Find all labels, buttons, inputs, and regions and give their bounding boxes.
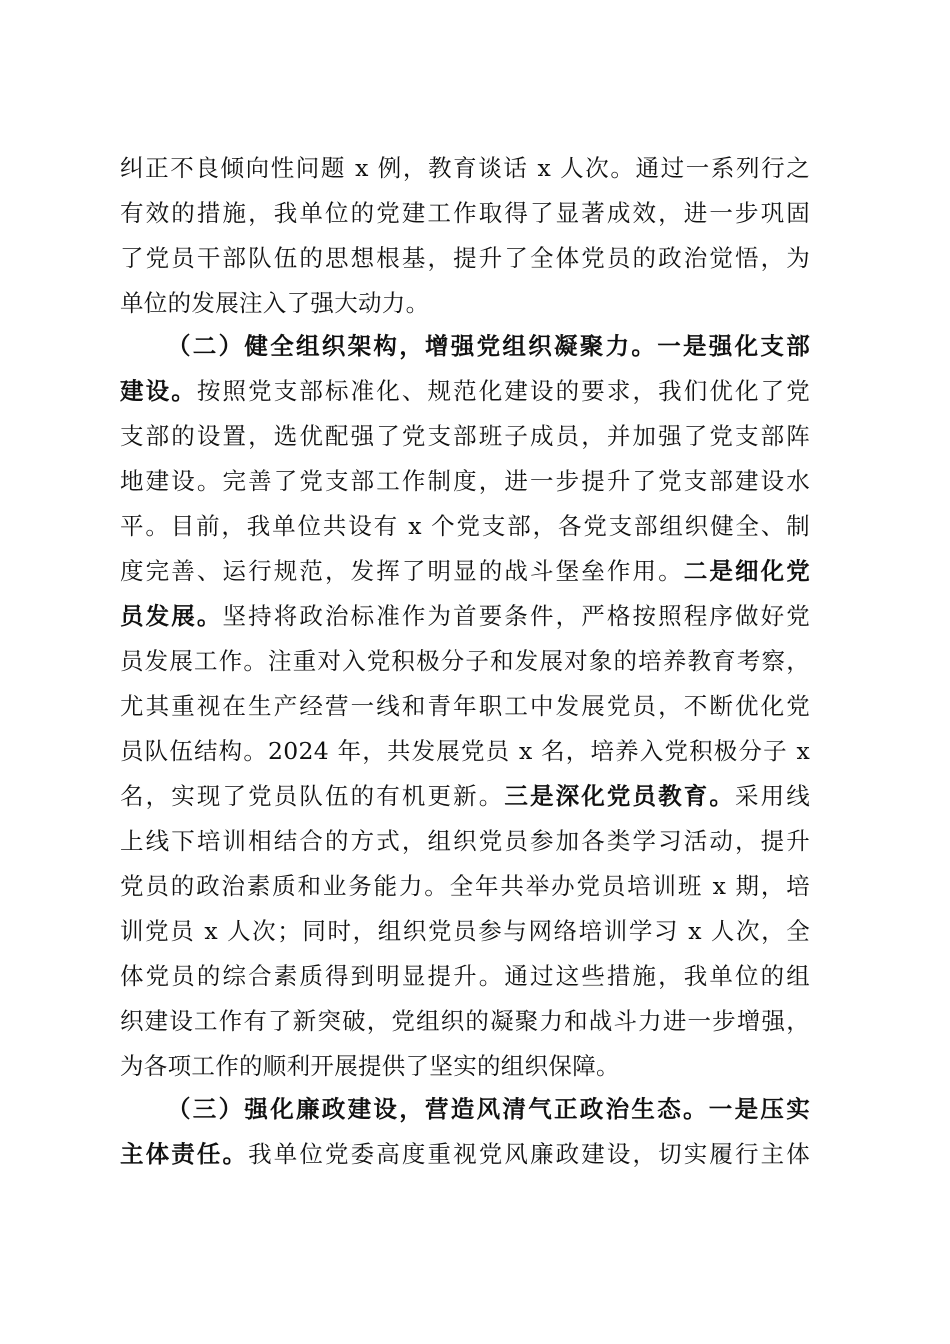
text-line — [120, 506, 810, 546]
text-line — [120, 371, 810, 411]
text-line — [120, 956, 810, 996]
text-line — [120, 461, 810, 501]
text-line — [120, 686, 810, 726]
text-run: 员队伍结构。2024 年，共发展党员 x 名，培养入党积极分子 x — [120, 737, 810, 765]
text-run: 员发展工作。注重对入党积极分子和发展对象的培养教育考察， — [120, 647, 810, 675]
text-line — [120, 283, 810, 323]
text-run: 体党员的综合素质得到明显提升。通过这些措施，我单位的组 — [120, 962, 810, 990]
text-run: 名，实现了党员队伍的有机更新。 — [120, 782, 505, 810]
text-run: 度完善、运行规范，发挥了明显的战斗堡垒作用。 — [120, 557, 684, 585]
text-line — [167, 1089, 810, 1129]
text-line — [120, 551, 810, 591]
text-run: 按照党支部标准化、规范化建设的要求，我们优化了党 — [196, 377, 810, 405]
text-line — [167, 326, 810, 366]
text-run: 了党员干部队伍的思想根基，提升了全体党员的政治觉悟，为 — [120, 244, 810, 272]
text-line — [120, 596, 810, 636]
text-line — [120, 416, 810, 456]
text-run: 尤其重视在生产经营一线和青年职工中发展党员，不断优化党 — [120, 692, 810, 720]
bold-text-run: 三是深化党员教育。 — [504, 782, 735, 810]
text-line — [120, 148, 810, 188]
text-run: 训党员 x 人次；同时，组织党员参与网络培训学习 x 人次，全 — [120, 917, 810, 945]
bold-text-run: 主体责任。 — [120, 1140, 249, 1168]
text-run: 为各项工作的顺利开展提供了坚实的组织保障。 — [120, 1052, 620, 1080]
bold-text-run: 二是细化党 — [683, 557, 810, 585]
text-run: 单位的发展注入了强大动力。 — [120, 289, 430, 317]
text-line — [120, 911, 810, 951]
bold-text-run: （三）强化廉政建设，营造风清气正政治生态。一是压实 — [167, 1095, 810, 1123]
text-line — [120, 1046, 810, 1086]
text-run: 平。目前，我单位共设有 x 个党支部，各党支部组织健全、制 — [120, 512, 810, 540]
text-line — [120, 641, 810, 681]
text-run: 采用线 — [734, 782, 810, 810]
text-line — [120, 776, 810, 816]
bold-text-run: （二）健全组织架构，增强党组织凝聚力。一是强化支部 — [167, 332, 810, 360]
text-run: 党员的政治素质和业务能力。全年共举办党员培训班 x 期，培 — [120, 872, 810, 900]
text-line — [120, 1001, 810, 1041]
text-run: 支部的设置，选优配强了党支部班子成员，并加强了党支部阵 — [120, 422, 810, 450]
text-run: 坚持将政治标准作为首要条件，严格按照程序做好党 — [222, 602, 810, 630]
text-line — [120, 238, 810, 278]
text-run: 织建设工作有了新突破，党组织的凝聚力和战斗力进一步增强， — [120, 1007, 810, 1035]
bold-text-run: 员发展。 — [120, 602, 223, 630]
text-run: 地建设。完善了党支部工作制度，进一步提升了党支部建设水 — [120, 467, 810, 495]
text-line — [120, 731, 810, 771]
text-run: 纠正不良倾向性问题 x 例，教育谈话 x 人次。通过一系列行之 — [120, 154, 810, 182]
text-run: 我单位党委高度重视党风廉政建设，切实履行主体 — [248, 1140, 811, 1168]
text-line — [120, 193, 810, 233]
text-line — [120, 821, 810, 861]
text-run: 上线下培训相结合的方式，组织党员参加各类学习活动，提升 — [120, 827, 810, 855]
text-line — [120, 866, 810, 906]
bold-text-run: 建设。 — [120, 377, 197, 405]
text-line — [120, 1134, 810, 1174]
text-run: 有效的措施，我单位的党建工作取得了显著成效，进一步巩固 — [120, 199, 810, 227]
